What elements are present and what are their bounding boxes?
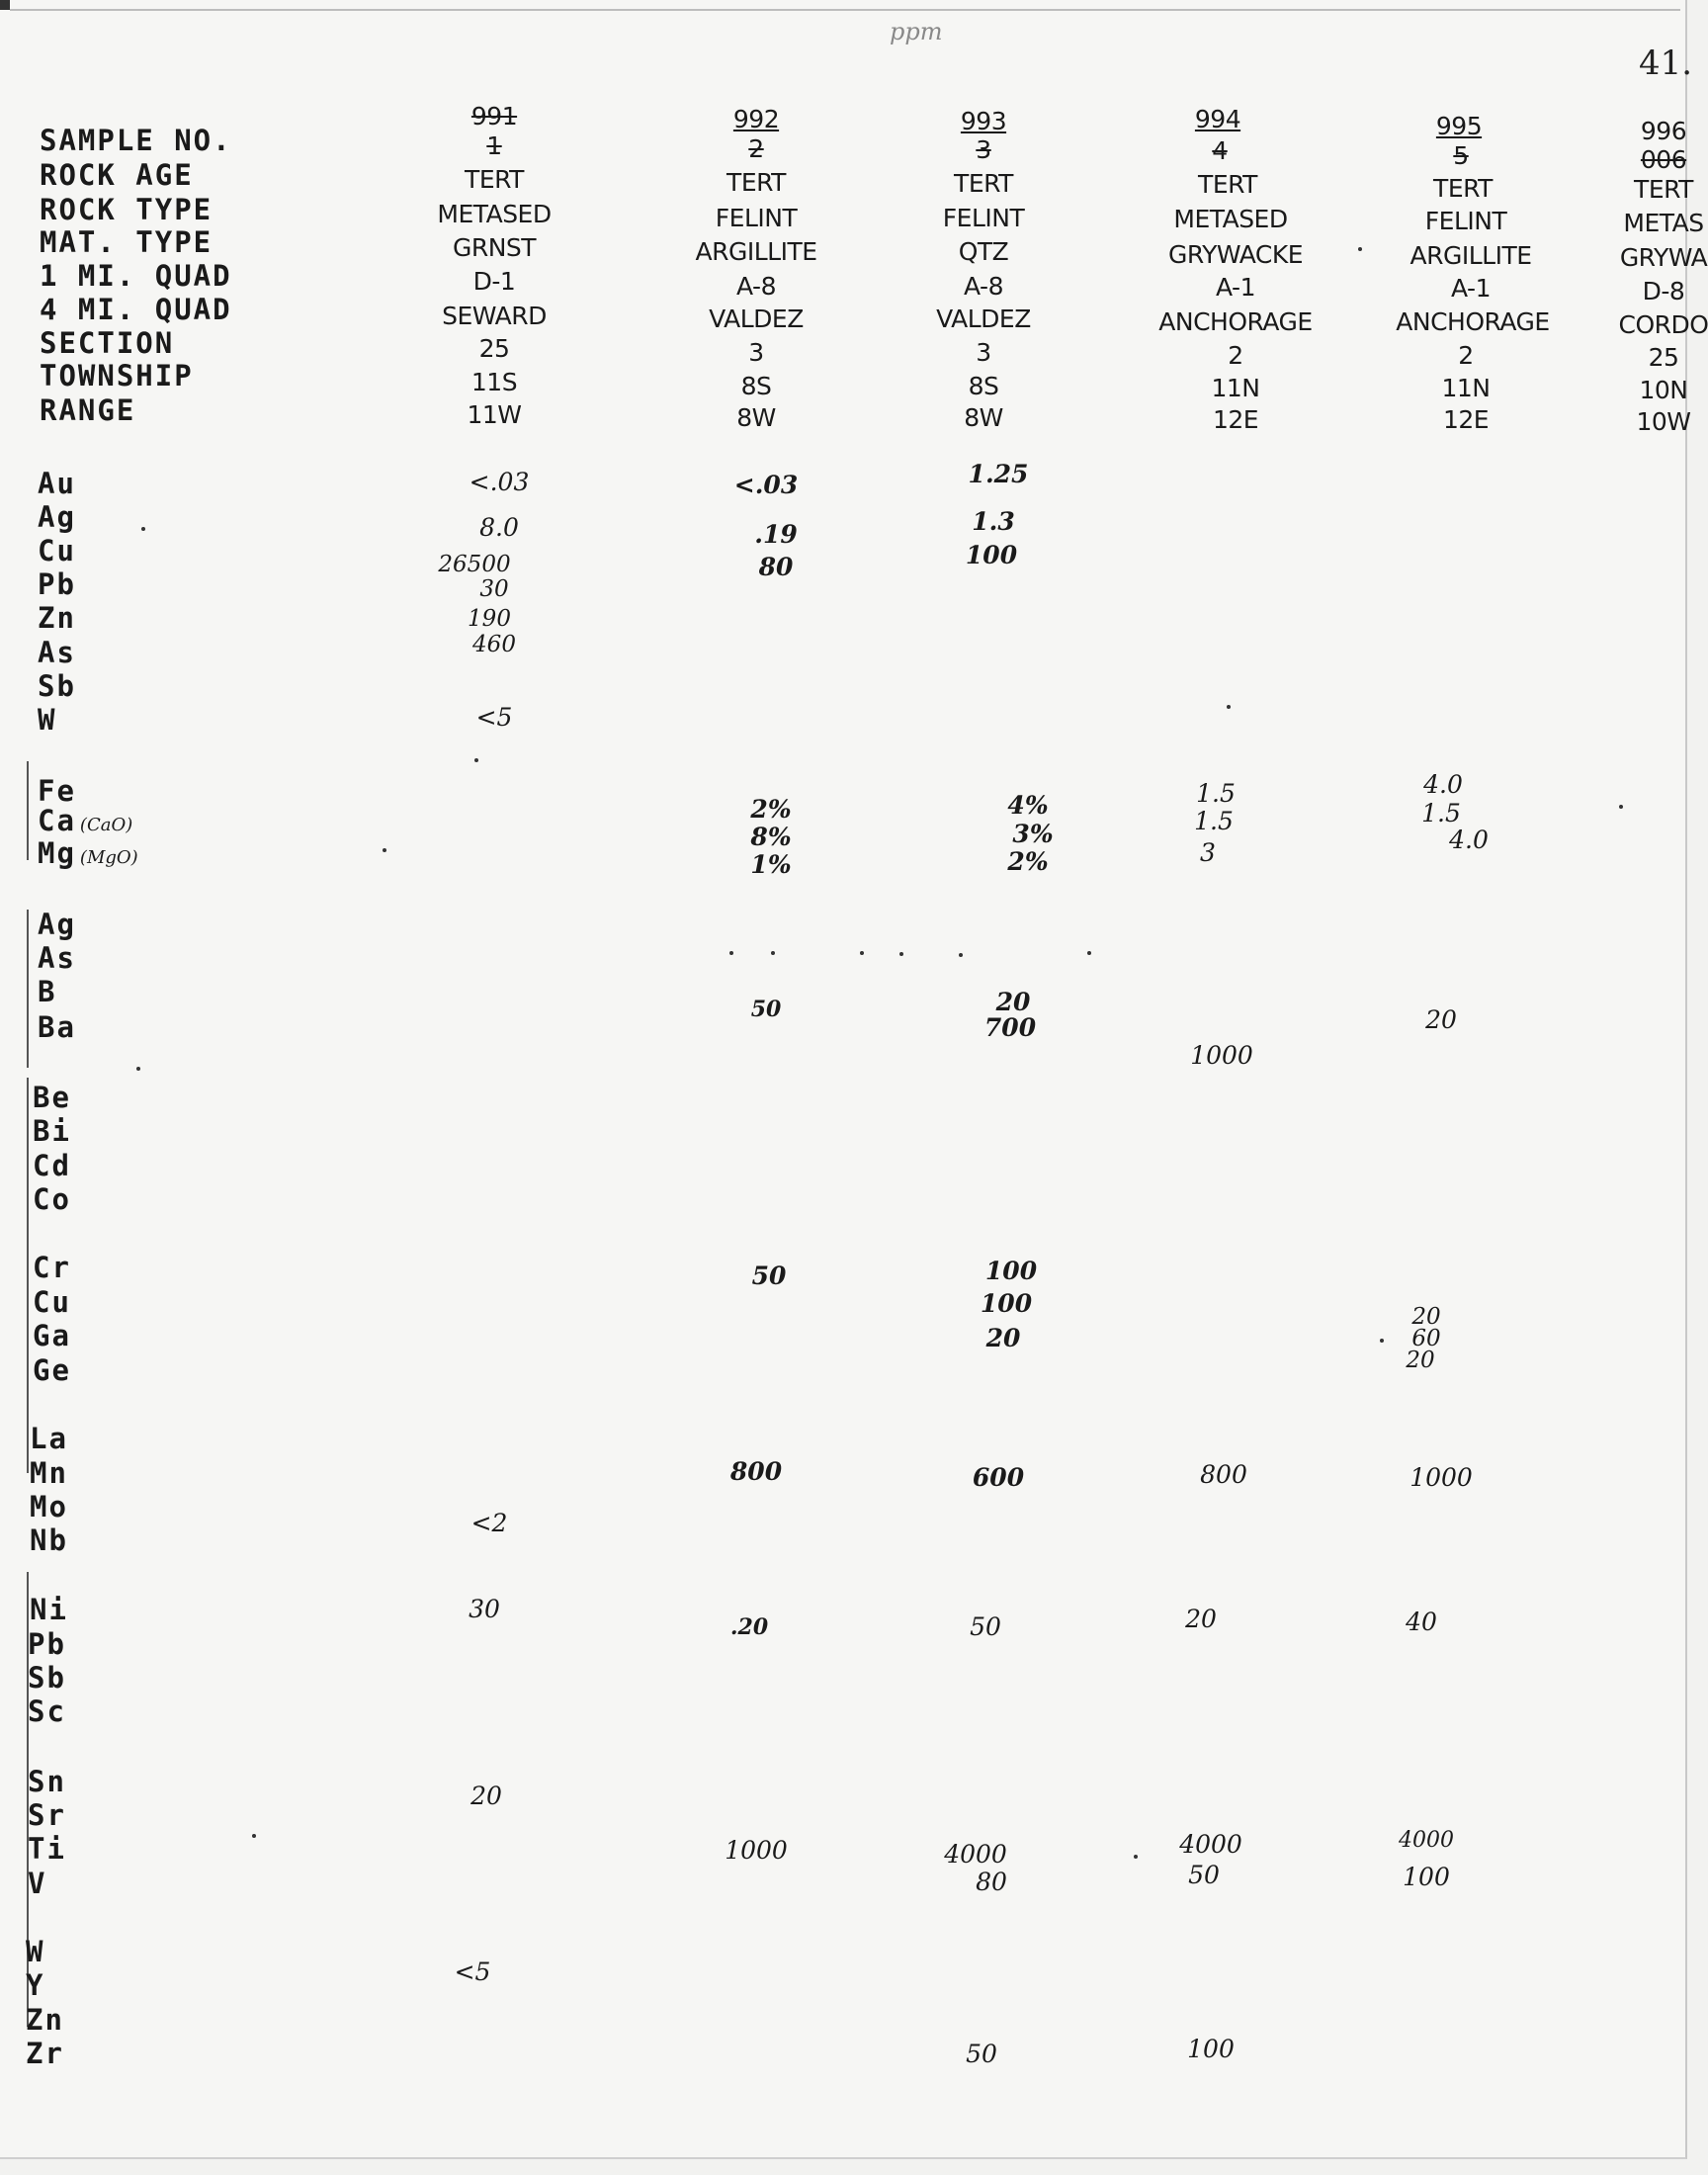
sample-range: 12E xyxy=(1212,405,1259,434)
sample-4mi-quad: ANCHORAGE xyxy=(1158,307,1313,336)
sample-4mi-quad: VALDEZ xyxy=(709,304,804,333)
sample-rock-age: TERT xyxy=(954,169,1013,198)
scan-speck xyxy=(1358,247,1362,251)
sample-1mi-quad: A-8 xyxy=(736,272,776,301)
sample-index: 1 xyxy=(486,131,502,160)
sample-number: 993 xyxy=(960,107,1007,135)
value-cell: .20 xyxy=(729,1614,769,1640)
sample-section: 25 xyxy=(1648,343,1679,372)
top-annotation: ppm xyxy=(890,18,943,45)
element-ge: Ge xyxy=(33,1353,71,1387)
value-cell: 4% xyxy=(1007,791,1049,820)
element-ti: Ti xyxy=(28,1832,66,1866)
sample-township: 10N xyxy=(1639,376,1688,404)
sample-range: 10W xyxy=(1636,407,1691,436)
element-sn: Sn xyxy=(28,1765,66,1798)
value-cell: <2 xyxy=(470,1509,508,1537)
label-mat-type: MAT. TYPE xyxy=(40,225,214,259)
sample-township: 11N xyxy=(1441,374,1491,402)
element-v: V xyxy=(28,1867,47,1900)
scan-speck xyxy=(141,527,145,531)
value-cell: 100 xyxy=(1403,1863,1450,1891)
value-cell: 20 xyxy=(1411,1304,1441,1330)
element-sc: Sc xyxy=(28,1695,66,1728)
element-ag: Ag xyxy=(38,500,76,534)
sample-section: 2 xyxy=(1228,341,1243,370)
sample-section: 2 xyxy=(1458,341,1474,370)
sample-mat-type: GRYWA xyxy=(1619,243,1708,272)
sample-index: 2 xyxy=(748,134,764,163)
value-cell: 2% xyxy=(1007,847,1049,876)
sample-township: 8S xyxy=(968,372,999,400)
value-cell: 800 xyxy=(1200,1460,1247,1489)
value-cell: .19 xyxy=(754,520,798,549)
value-cell: 800 xyxy=(729,1457,783,1486)
sample-range: 8W xyxy=(736,403,776,432)
sample-range: 12E xyxy=(1442,405,1490,434)
value-cell: 3% xyxy=(1012,820,1054,848)
value-cell: 50 xyxy=(750,997,782,1022)
margin-rule xyxy=(27,761,29,860)
sample-mat-type: ARGILLITE xyxy=(1409,241,1532,270)
value-cell: 8% xyxy=(750,823,792,851)
sample-range: 8W xyxy=(964,403,1003,432)
element-co: Co xyxy=(33,1182,71,1216)
page-number: 41. xyxy=(1639,44,1693,83)
element-be: Be xyxy=(33,1081,71,1114)
value-cell: 40 xyxy=(1406,1608,1437,1636)
value-cell: 1% xyxy=(750,850,792,879)
element-sr: Sr xyxy=(28,1798,66,1832)
margin-rule xyxy=(27,1078,29,1473)
scan-speck xyxy=(1619,805,1623,809)
value-cell: 1.3 xyxy=(972,507,1015,536)
scan-speck xyxy=(1087,951,1091,955)
value-cell: 20 xyxy=(1185,1605,1217,1633)
element-as: As xyxy=(38,636,76,669)
value-cell: 1.5 xyxy=(1194,807,1234,835)
element-zr: Zr xyxy=(26,2037,64,2070)
value-cell: 100 xyxy=(984,1257,1038,1285)
sample-rock-age: TERT xyxy=(726,168,786,197)
element-cu-2: Cu xyxy=(33,1285,71,1319)
scan-speck xyxy=(1227,705,1231,709)
label-rock-age: ROCK AGE xyxy=(40,158,194,192)
element-cu: Cu xyxy=(38,534,76,567)
label-4mi-quad: 4 MI. QUAD xyxy=(40,293,232,326)
value-cell: 100 xyxy=(980,1289,1033,1318)
element-ca-note: (CaO) xyxy=(79,815,133,835)
value-cell: 1.5 xyxy=(1421,799,1461,827)
sample-number: 991 xyxy=(470,102,518,130)
value-cell: 50 xyxy=(751,1262,787,1290)
value-cell: <.03 xyxy=(733,471,799,499)
scan-speck xyxy=(771,951,775,955)
value-cell: <5 xyxy=(475,703,513,732)
scan-speck xyxy=(1380,1339,1384,1343)
scan-speck xyxy=(136,1067,140,1071)
value-cell: 4.0 xyxy=(1423,770,1463,799)
element-la: La xyxy=(30,1422,68,1455)
element-cr: Cr xyxy=(33,1251,71,1284)
element-pb: Pb xyxy=(38,567,76,601)
scan-speck xyxy=(959,953,963,957)
value-cell: 20 xyxy=(470,1782,502,1810)
value-cell: 50 xyxy=(966,2040,997,2068)
sample-1mi-quad: D-1 xyxy=(472,267,516,296)
element-ag-2: Ag xyxy=(38,908,76,941)
sample-section: 25 xyxy=(478,334,510,363)
value-cell: 1000 xyxy=(1409,1463,1473,1492)
element-zn: Zn xyxy=(38,601,76,635)
sample-4mi-quad: CORDO xyxy=(1618,310,1708,339)
value-cell: 1000 xyxy=(1190,1041,1253,1070)
value-cell: 8.0 xyxy=(479,513,519,542)
corner-mark xyxy=(0,0,10,10)
sample-index: 5 xyxy=(1453,141,1469,170)
value-cell: 1000 xyxy=(725,1836,788,1865)
value-cell: 700 xyxy=(983,1013,1037,1042)
margin-rule xyxy=(27,910,29,1068)
sample-1mi-quad: A-1 xyxy=(1216,273,1255,302)
sample-4mi-quad: VALDEZ xyxy=(936,304,1031,333)
sample-number: 996 xyxy=(1640,117,1687,145)
value-cell: 4000 xyxy=(1179,1830,1242,1859)
sample-township: 8S xyxy=(740,372,772,400)
value-cell: 4000 xyxy=(1399,1828,1454,1853)
sample-mat-type: ARGILLITE xyxy=(695,237,817,266)
element-mg: Mg (MgO) xyxy=(38,836,138,870)
value-cell: <5 xyxy=(454,1958,491,1986)
element-b: B xyxy=(38,975,57,1008)
value-cell: 4.0 xyxy=(1449,826,1489,854)
element-au: Au xyxy=(38,467,76,500)
sample-rock-type: METAS xyxy=(1623,209,1704,237)
sample-1mi-quad: A-1 xyxy=(1451,274,1491,303)
sample-number: 995 xyxy=(1435,112,1483,140)
value-cell: 100 xyxy=(965,541,1018,569)
label-township: TOWNSHIP xyxy=(40,359,194,392)
label-sample-no: SAMPLE NO. xyxy=(40,124,232,157)
value-cell: <.03 xyxy=(469,468,530,496)
value-cell: 20 xyxy=(1425,1005,1457,1034)
value-cell: 60 xyxy=(1411,1326,1441,1351)
sample-1mi-quad: A-8 xyxy=(964,272,1003,301)
top-rule xyxy=(10,9,1680,11)
value-cell: 50 xyxy=(970,1612,1001,1641)
element-cd: Cd xyxy=(33,1149,71,1182)
sample-number: 994 xyxy=(1194,105,1241,133)
element-zn-2: Zn xyxy=(26,2003,64,2037)
element-sb-2: Sb xyxy=(28,1661,66,1695)
sample-mat-type: QTZ xyxy=(958,237,1009,266)
sample-rock-type: FELINT xyxy=(942,204,1025,232)
scan-speck xyxy=(383,848,386,852)
sample-range: 11W xyxy=(467,400,522,429)
value-cell: 100 xyxy=(1187,2035,1235,2063)
element-mg-note: (MgO) xyxy=(79,847,138,868)
element-mn: Mn xyxy=(30,1456,68,1490)
element-sb: Sb xyxy=(38,669,76,703)
scan-speck xyxy=(1134,1855,1138,1859)
element-nb: Nb xyxy=(30,1523,68,1557)
element-ca: Ca (CaO) xyxy=(38,804,133,837)
element-bi: Bi xyxy=(33,1114,71,1148)
sample-rock-age: TERT xyxy=(465,165,524,194)
value-cell: 460 xyxy=(472,632,516,657)
sample-section: 3 xyxy=(748,338,764,367)
element-as-2: As xyxy=(38,941,76,975)
sample-4mi-quad: ANCHORAGE xyxy=(1396,307,1550,336)
sample-1mi-quad: D-8 xyxy=(1642,277,1685,305)
scan-speck xyxy=(899,952,903,956)
sample-rock-age: TERT xyxy=(1433,174,1493,203)
element-ba: Ba xyxy=(38,1010,76,1044)
sample-index: 4 xyxy=(1212,136,1228,165)
value-cell: 190 xyxy=(468,606,511,632)
value-cell: 30 xyxy=(479,576,509,602)
sample-rock-type: METASED xyxy=(1173,205,1288,233)
value-cell: 20 xyxy=(1406,1348,1435,1373)
element-ni: Ni xyxy=(30,1593,68,1626)
element-w-2: W xyxy=(26,1935,45,1968)
element-mo: Mo xyxy=(30,1490,68,1523)
label-section: SECTION xyxy=(40,326,175,360)
value-cell: 20 xyxy=(995,988,1031,1016)
sample-index: 006 xyxy=(1640,145,1687,174)
sample-rock-type: FELINT xyxy=(1424,207,1507,235)
value-cell: 26500 xyxy=(438,552,511,577)
value-cell: 600 xyxy=(972,1463,1025,1492)
sample-township: 11S xyxy=(470,368,518,396)
value-cell: 1.25 xyxy=(968,460,1029,488)
scan-speck xyxy=(729,951,733,955)
sample-index: 3 xyxy=(976,135,991,164)
sample-number: 992 xyxy=(732,105,780,133)
value-cell: 20 xyxy=(985,1324,1021,1352)
label-rock-type: ROCK TYPE xyxy=(40,193,214,226)
sample-rock-age: TERT xyxy=(1198,170,1257,199)
value-cell: 2% xyxy=(750,795,792,824)
element-ga: Ga xyxy=(33,1319,71,1352)
label-1mi-quad: 1 MI. QUAD xyxy=(40,259,232,293)
value-cell: 80 xyxy=(758,553,794,581)
element-fe: Fe xyxy=(38,774,76,808)
value-cell: 80 xyxy=(976,1868,1007,1896)
sample-rock-age: TERT xyxy=(1634,175,1693,204)
label-range: RANGE xyxy=(40,393,136,427)
value-cell: 4000 xyxy=(944,1840,1007,1869)
element-w: W xyxy=(38,703,57,737)
value-cell: 3 xyxy=(1200,838,1216,867)
sample-rock-type: METASED xyxy=(437,200,552,228)
element-pb-2: Pb xyxy=(28,1627,66,1661)
sample-mat-type: GRYWACKE xyxy=(1167,240,1304,269)
value-cell: 50 xyxy=(1188,1861,1220,1889)
scan-speck xyxy=(252,1834,256,1838)
sample-section: 3 xyxy=(976,338,991,367)
sample-mat-type: GRNST xyxy=(452,233,537,262)
sample-rock-type: FELINT xyxy=(715,204,798,232)
sample-township: 11N xyxy=(1211,374,1260,402)
scan-speck xyxy=(860,951,864,955)
element-y: Y xyxy=(26,1968,45,2002)
scan-speck xyxy=(474,758,478,762)
value-cell: 1.5 xyxy=(1196,779,1236,808)
value-cell: 30 xyxy=(469,1595,500,1623)
sample-4mi-quad: SEWARD xyxy=(442,302,547,330)
